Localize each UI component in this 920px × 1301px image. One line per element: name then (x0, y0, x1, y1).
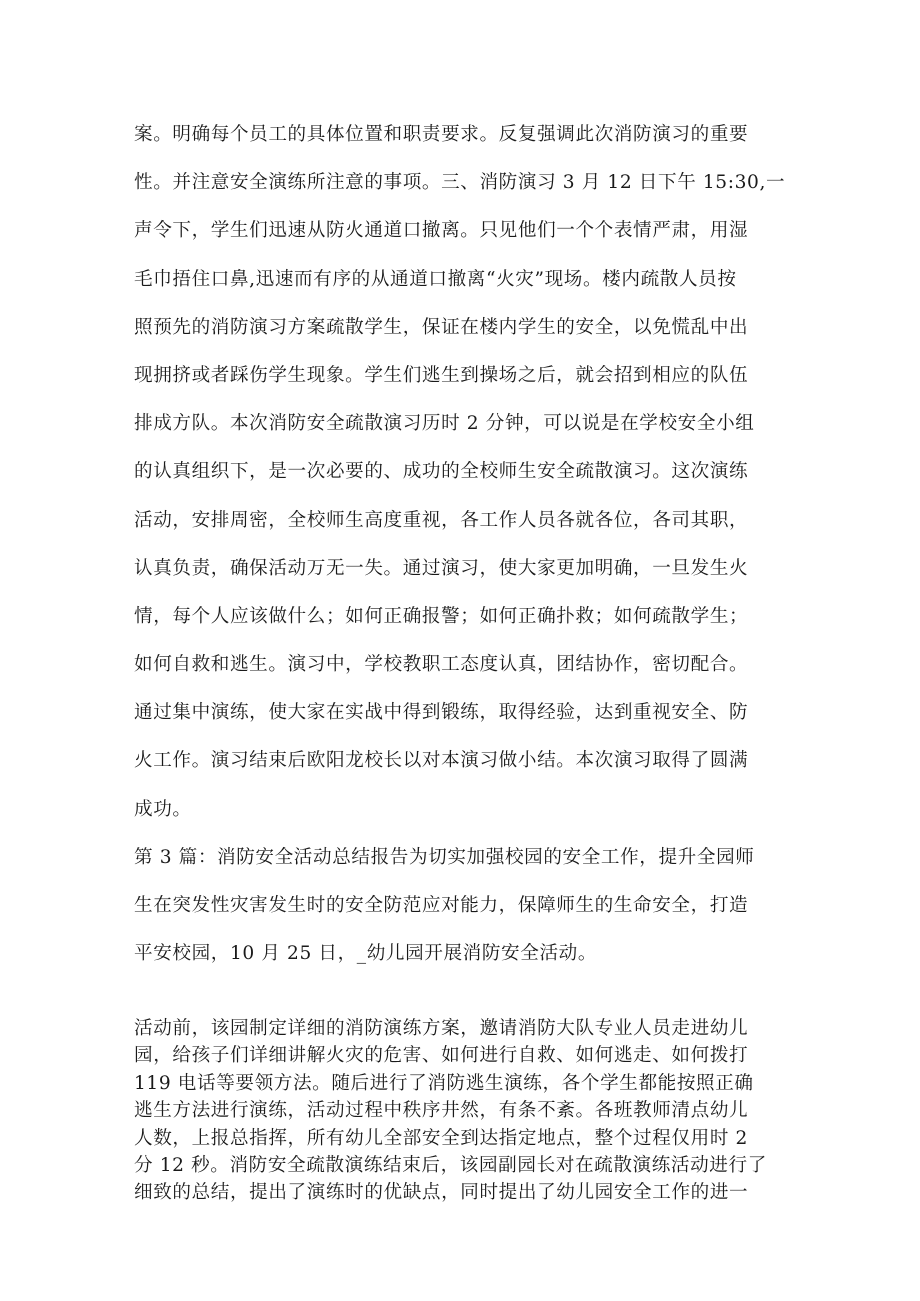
text-line: 逃生方法进行演练，活动过程中秩序井然，有条不紊。各班教师清点幼儿 (134, 1100, 749, 1122)
text-line: 细致的总结，提出了演练时的优缺点，同时提出了幼儿园安全工作的进一 (134, 1182, 749, 1204)
text-line: 通过集中演练，使大家在实战中得到锻练，取得经验，达到重视安全、防 (134, 702, 749, 724)
text-line: 的认真组织下，是一次必要的、成功的全校师生安全疏散演习。这次演练 (134, 461, 749, 483)
text-line: 毛巾捂住口鼻,迅速而有序的从通道口撤离“火灾”现场。楼内疏散人员按 (134, 268, 737, 290)
text-line: 排成方队。本次消防安全疏散演习历时 2 分钟，可以说是在学校安全小组 (134, 413, 755, 435)
text-line: 生在突发性灾害发生时的安全防范应对能力，保障师生的生命安全，打造 (134, 895, 749, 916)
text-line: 案。明确每个员工的具体位置和职责要求。反复强调此次消防演习的重要 (134, 124, 749, 145)
text-line: 照预先的消防演习方案疏散学生，保证在楼内学生的安全，以免慌乱中出 (134, 316, 749, 338)
text-line: 认真负责，确保活动万无一失。通过演习，使大家更加明确，一旦发生火 (134, 557, 749, 579)
text-line: 平安校园，10 月 25 日，_幼儿园开展消防安全活动。 (134, 943, 598, 965)
text-line: 情，每个人应该做什么；如何正确报警；如何正确扑救；如何疏散学生； (134, 605, 749, 627)
text-block-drill-report (134, 111, 786, 978)
text-line: 活动，安排周密，全校师生高度重视，各工作人员各就各位，各司其职， (134, 509, 749, 531)
text-line: 人数，上报总指挥，所有幼儿全部安全到达指定地点，整个过程仅用时 2 (134, 1127, 748, 1149)
text-line: 如何自救和逃生。演习中，学校教职工态度认真，团结协作，密切配合。 (134, 654, 749, 676)
text-line: 分 12 秒。消防安全疏散演练结束后，该园副园长对在疏散演练活动进行了 (134, 1154, 767, 1176)
text-line: 现拥挤或者踩伤学生现象。学生们逃生到操场之后，就会招到相应的队伍 (134, 364, 749, 386)
text-line: 成功。 (134, 798, 192, 820)
text-line: 活动前，该园制定详细的消防演练方案，邀请消防大队专业人员走进幼儿 (134, 1018, 749, 1039)
section-heading-line: 第 3 篇：消防安全活动总结报告为切实加强校园的安全工作，提升全园师 (134, 846, 755, 868)
text-line: 火工作。演习结束后欧阳龙校长以对本演习做小结。本次演习取得了圆满 (134, 750, 749, 772)
text-block-kindergarten-activity (134, 1015, 786, 1207)
text-line: 119 电话等要领方法。随后进行了消防逃生演练，各个学生都能按照正确 (134, 1072, 754, 1094)
text-line: 性。并注意安全演练所注意的事项。三、消防演习 3 月 12 日下午 15:30,一 (134, 172, 786, 194)
text-line: 园，给孩子们详细讲解火灾的危害、如何进行自救、如何逃走、如何拨打 (134, 1045, 749, 1067)
text-line: 声令下，学生们迅速从防火通道口撤离。只见他们一个个表情严肃，用湿 (134, 220, 749, 242)
